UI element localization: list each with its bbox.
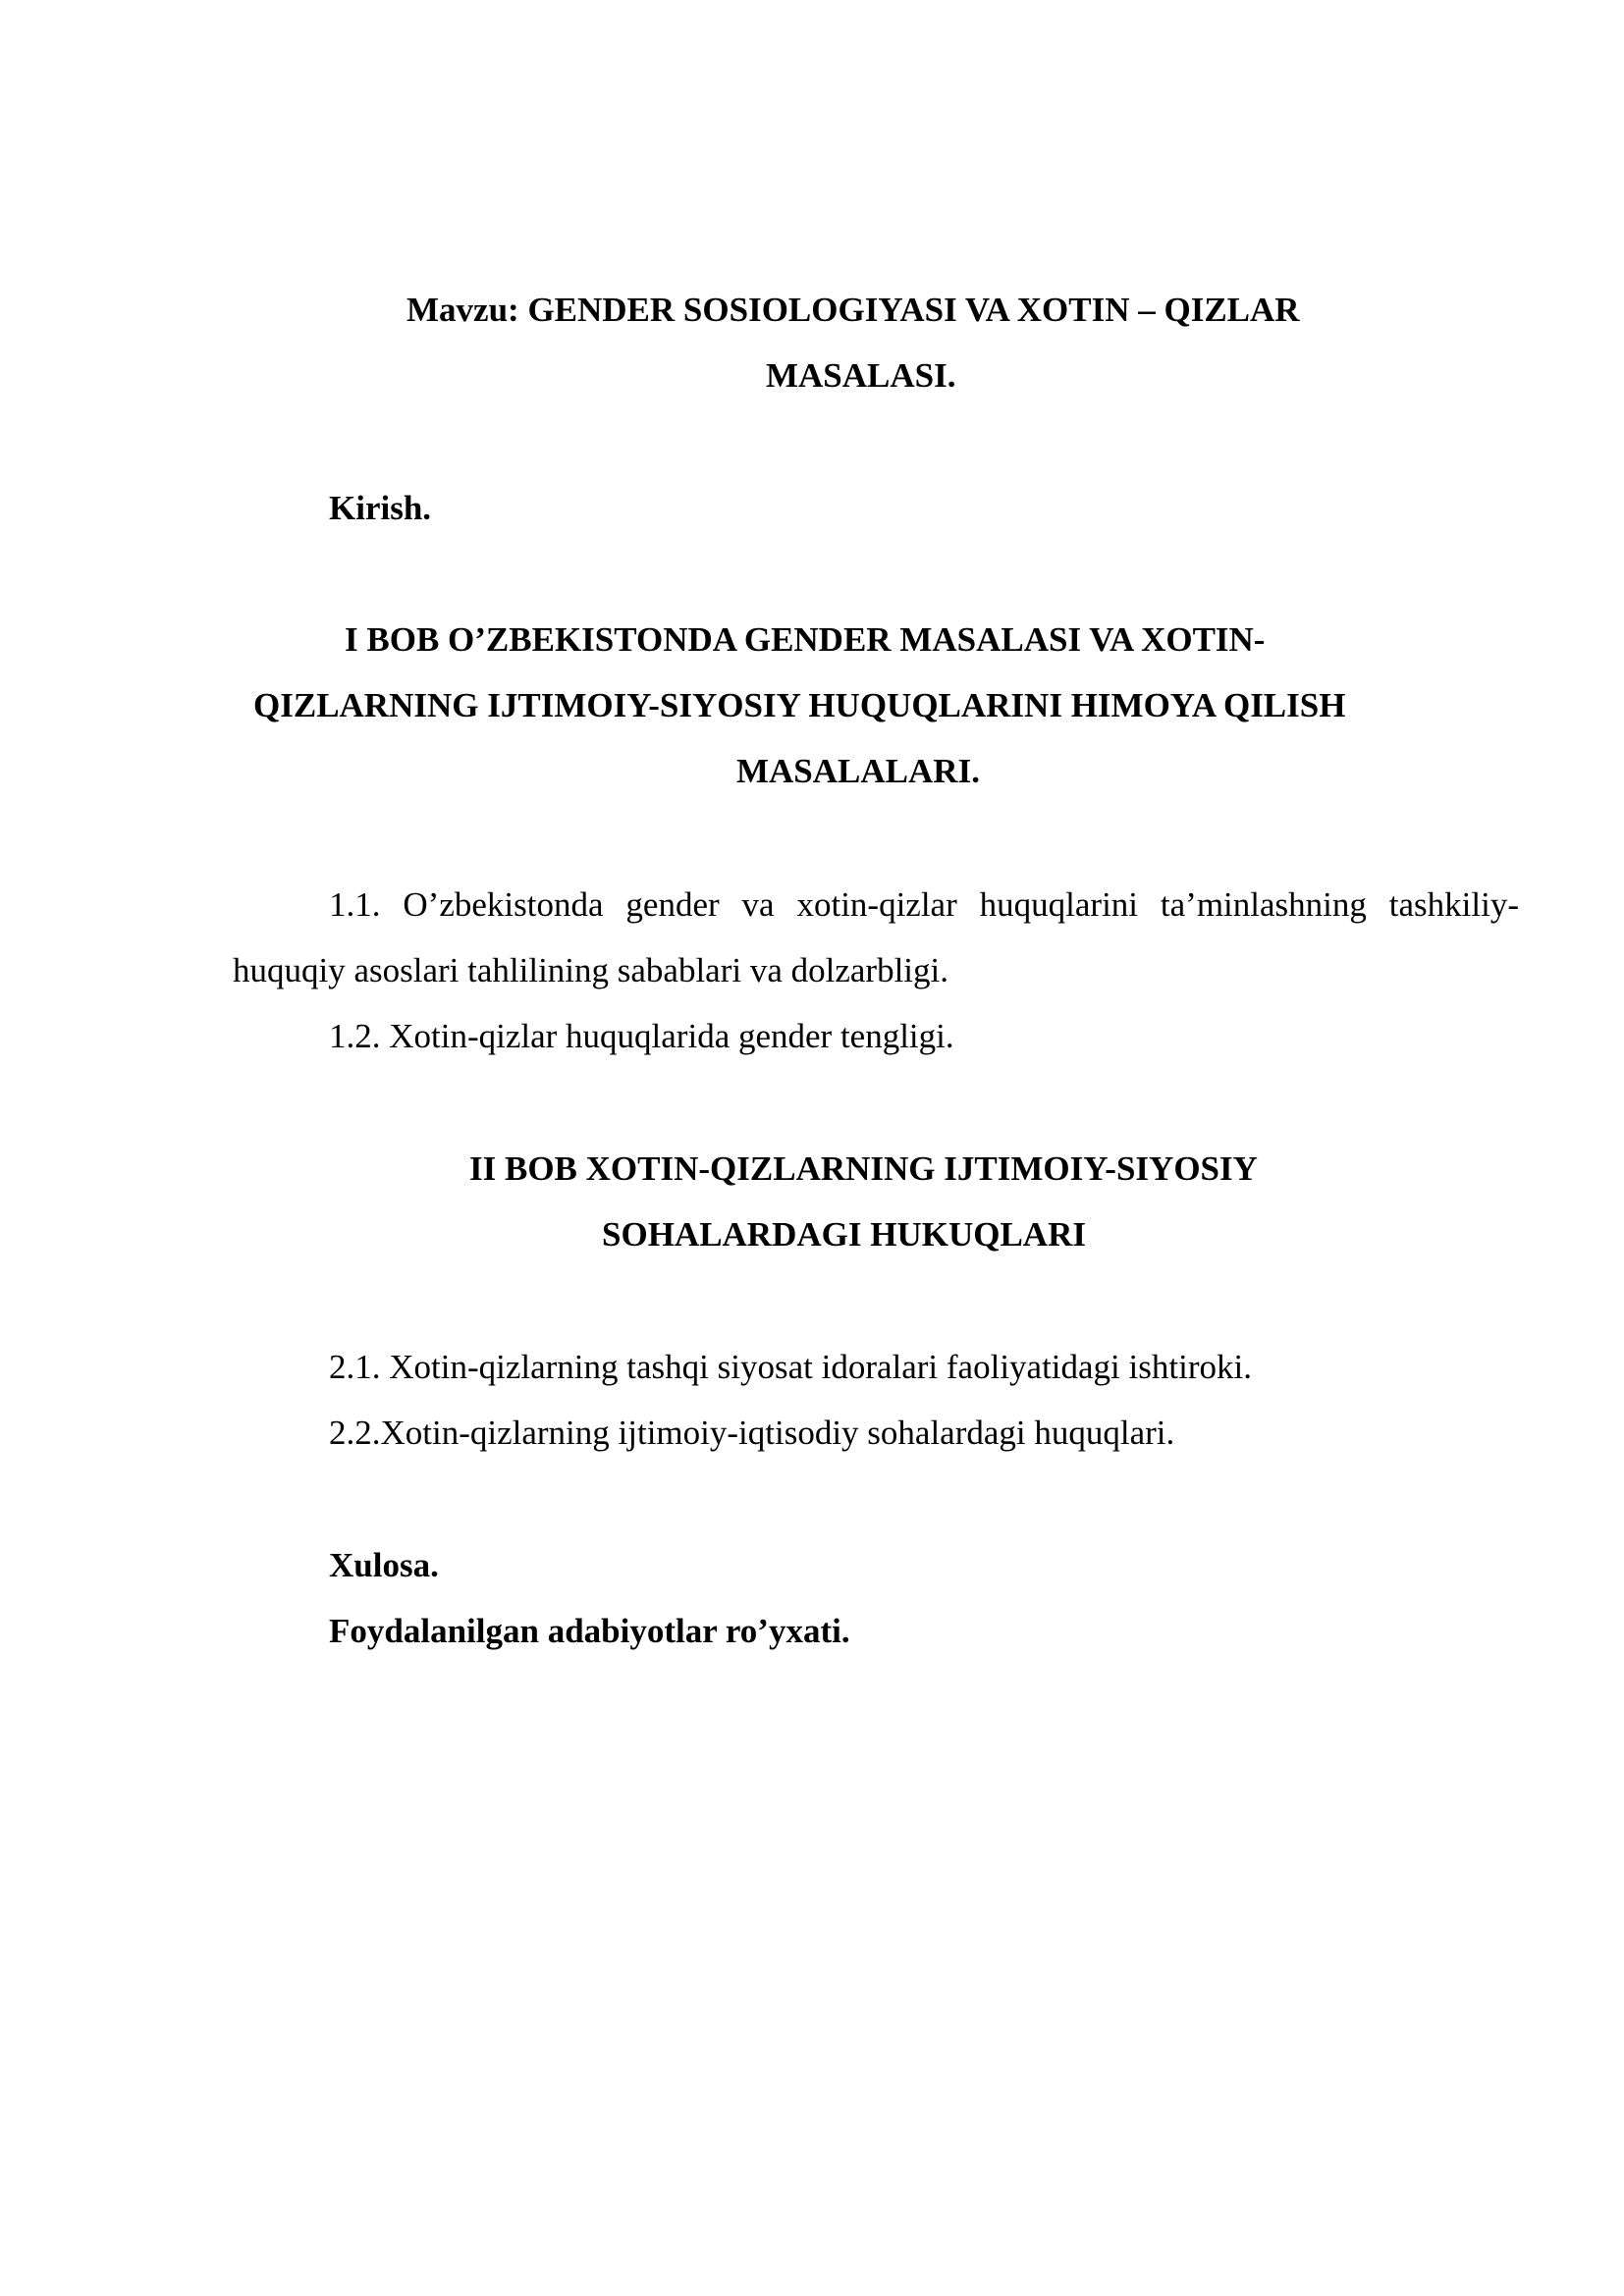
section-1-1: 1.1. O’zbekistonda gender va xotin-qizlar huquqlarini ta’minlashning tashkiliy-huquqiy asoslari tahlilining sabablari va dolzarbligi.	[233, 885, 1519, 989]
section-2-1: 2.1. Xotin-qizlarning tashqi siyosat idoralari faoliyatidagi ishtiroki.	[329, 1348, 1252, 1386]
title-line-2: MASALASI.	[766, 356, 956, 395]
section-2-2: 2.2.Xotin-qizlarning ijtimoiy-iqtisodiy sohalardagi huquqlari.	[329, 1414, 1175, 1452]
chapter1-heading-line-3: MASALALARI.	[736, 752, 980, 790]
chapter2-heading-line-1: II BOB XOTIN-QIZLARNING IJTIMOIY-SIYOSIY	[469, 1149, 1258, 1188]
chapter1-heading-line-1: I BOB O’ZBEKISTONDA GENDER MASALASI VA XOTIN-	[345, 620, 1266, 659]
title-line-1: Mavzu: GENDER SOSIOLOGIYASI VA XOTIN – QIZLAR	[406, 291, 1300, 329]
conclusion-heading: Xulosa.	[329, 1546, 439, 1584]
section-1-2: 1.2. Xotin-qizlar huquqlarida gender tengligi.	[329, 1017, 954, 1055]
references-heading: Foydalanilgan adabiyotlar ro’yxati.	[329, 1612, 850, 1650]
chapter1-heading-line-2: QIZLARNING IJTIMOIY-SIYOSIY HUQUQLARINI HIMOYA QILISH	[253, 686, 1346, 724]
intro-heading: Kirish.	[329, 489, 432, 527]
chapter2-heading-line-2: SOHALARDAGI HUKUQLARI	[602, 1215, 1086, 1254]
